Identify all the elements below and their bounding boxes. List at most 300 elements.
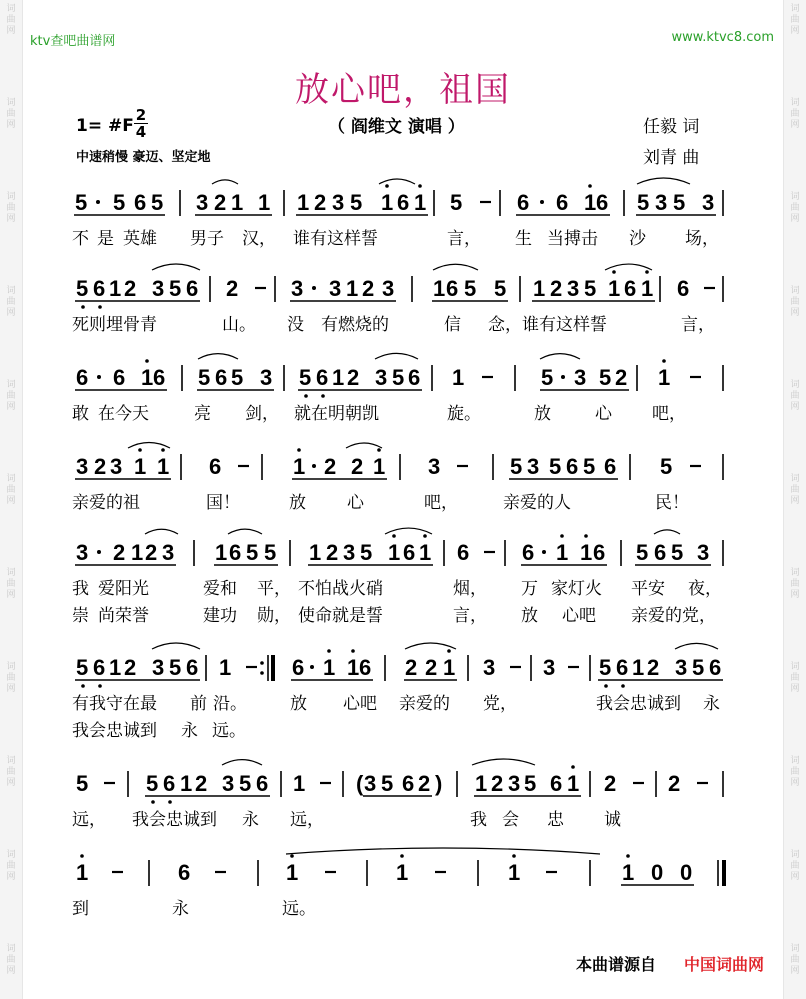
dotted-extension	[540, 200, 544, 204]
watermark-glyph: 网	[6, 26, 16, 36]
watermark-glyph: 词	[790, 380, 800, 390]
note: 0	[651, 860, 664, 885]
note: 6	[93, 655, 106, 680]
note: 5	[299, 365, 312, 390]
note: 2	[324, 454, 337, 479]
site-url-right[interactable]: www.ktvc8.com	[671, 30, 774, 45]
note: 1	[388, 540, 401, 565]
watermark-glyph: 网	[790, 214, 800, 224]
note: 6	[550, 771, 563, 796]
note: 5	[671, 540, 684, 565]
note: 6	[163, 771, 176, 796]
note: 1	[641, 276, 654, 301]
watermark-glyph: 网	[790, 966, 800, 976]
octave-dot-high	[80, 854, 84, 858]
note: 5	[524, 771, 537, 796]
dotted-extension	[97, 375, 101, 379]
note: 2	[418, 771, 431, 796]
watermark-glyph: 曲	[6, 297, 16, 307]
watermark-glyph: 曲	[6, 767, 16, 777]
octave-dot-high	[400, 854, 404, 858]
note: 1	[323, 655, 336, 680]
note: 6	[556, 190, 569, 215]
lyric-word: 吧，	[424, 493, 458, 513]
note: 5	[360, 540, 373, 565]
lyric-word: 平安	[631, 579, 665, 599]
note: 6	[186, 276, 199, 301]
song-title: 放心吧，祖国	[295, 70, 511, 110]
note: 6	[178, 860, 191, 885]
watermark-glyph: 词	[6, 192, 16, 202]
note: 1	[157, 454, 170, 479]
lyric-word: 放	[534, 404, 551, 424]
lyric-word: 英雄	[123, 229, 157, 249]
note: 6	[93, 276, 106, 301]
lyric-word: 沙	[629, 229, 646, 249]
watermark-glyph: 曲	[790, 955, 800, 965]
note: 6	[654, 540, 667, 565]
lyric-word: 前	[190, 694, 207, 714]
lyric-word: 言，	[447, 229, 481, 249]
watermark-glyph: 网	[790, 778, 800, 788]
note: 2	[647, 655, 660, 680]
tempo-marking: 中速稍慢 豪迈、坚定地	[76, 150, 211, 165]
note: 6	[397, 190, 410, 215]
note: 3	[428, 454, 441, 479]
note: 3	[655, 190, 668, 215]
watermark-glyph: 网	[6, 496, 16, 506]
note: 5	[599, 365, 612, 390]
octave-dot-high	[626, 854, 630, 858]
note: )	[435, 771, 443, 796]
lyric-word: 永	[172, 899, 189, 919]
note: 5	[76, 771, 89, 796]
note: 2	[405, 655, 418, 680]
slur-arc	[128, 443, 170, 449]
watermark-glyph: 网	[6, 778, 16, 788]
lyric-word: 亮	[194, 404, 211, 424]
note: 1	[293, 454, 306, 479]
lyric-word: 万	[521, 579, 538, 599]
note: 1	[475, 771, 488, 796]
lyric-word: 永	[703, 694, 720, 714]
note: 5	[584, 276, 597, 301]
watermark-glyph: 曲	[790, 767, 800, 777]
note: 1	[347, 655, 360, 680]
note: 6	[359, 655, 372, 680]
note: 1	[215, 540, 228, 565]
note: 5	[198, 365, 211, 390]
note: 1	[658, 365, 671, 390]
note: 5	[583, 454, 596, 479]
lyric-word: 剑，	[245, 404, 279, 424]
note: 5	[169, 655, 182, 680]
note: 1	[109, 655, 122, 680]
note: 5	[246, 540, 259, 565]
slur-arc	[198, 354, 238, 359]
watermark-glyph: 词	[790, 286, 800, 296]
slur-arc	[540, 354, 580, 359]
watermark-glyph: 网	[6, 684, 16, 694]
note: 3	[567, 276, 580, 301]
watermark-glyph: 词	[6, 4, 16, 14]
octave-dot-high	[584, 534, 588, 538]
watermark-glyph: 网	[790, 308, 800, 318]
octave-dot-high	[377, 448, 381, 452]
watermark-glyph: 词	[790, 944, 800, 954]
watermark-glyph: 词	[6, 98, 16, 108]
note: 3	[508, 771, 521, 796]
slur-arc	[228, 529, 262, 534]
note: 1	[286, 860, 299, 885]
lyric-word: 我会忠诚到	[132, 810, 217, 830]
note: 5	[494, 276, 507, 301]
note: 1	[443, 655, 456, 680]
octave-dot-low	[621, 684, 625, 688]
note: 2	[226, 276, 239, 301]
watermark-glyph: 曲	[6, 955, 16, 965]
lyric-word: 旋。	[447, 404, 481, 424]
note: 6	[229, 540, 242, 565]
lyric-word: 生	[515, 229, 532, 249]
lyric-word: 夜，	[688, 579, 722, 599]
watermark-glyph: 网	[790, 872, 800, 882]
note: 6	[402, 771, 415, 796]
watermark-glyph: 曲	[790, 391, 800, 401]
note: 2	[195, 771, 208, 796]
note: 5	[599, 655, 612, 680]
note: 6	[624, 276, 637, 301]
note: 6	[153, 365, 166, 390]
note: 6	[76, 365, 89, 390]
note: 2	[668, 771, 681, 796]
dotted-extension	[312, 464, 316, 468]
note: 6	[403, 540, 416, 565]
note: 2	[362, 276, 375, 301]
footer-source-label: 本曲谱源自	[576, 955, 657, 974]
lyric-word: 没	[287, 315, 304, 335]
watermark-glyph: 网	[6, 308, 16, 318]
note: 3	[697, 540, 710, 565]
watermark-glyph: 网	[790, 402, 800, 412]
watermark-glyph: 曲	[790, 203, 800, 213]
lyric-word: 言，	[681, 315, 715, 335]
note: 6	[446, 276, 459, 301]
note: 1	[580, 540, 593, 565]
dotted-extension	[542, 550, 546, 554]
octave-dot-high	[645, 270, 649, 274]
note: 2	[550, 276, 563, 301]
note: 5	[392, 365, 405, 390]
note: 5	[673, 190, 686, 215]
note: 3	[375, 365, 388, 390]
octave-dot-high	[385, 184, 389, 188]
watermark-glyph: 词	[6, 568, 16, 578]
note: 5	[350, 190, 363, 215]
octave-dot-high	[662, 359, 666, 363]
lyric-word: 远。	[212, 721, 246, 741]
note: 1	[584, 190, 597, 215]
lyric-word: 有燃烧的	[321, 315, 389, 335]
slur-arc	[472, 759, 535, 765]
note: 2	[615, 365, 628, 390]
octave-dot-high	[297, 448, 301, 452]
note: 3	[152, 655, 165, 680]
note: 3	[260, 365, 273, 390]
octave-dot-low	[81, 305, 85, 309]
watermark-glyph: 词	[790, 474, 800, 484]
watermark-glyph: 网	[6, 402, 16, 412]
octave-dot-low	[604, 684, 608, 688]
key-signature: 1= #F	[76, 116, 134, 136]
note: 6	[616, 655, 629, 680]
watermark-glyph: 曲	[6, 203, 16, 213]
note: 5	[549, 454, 562, 479]
lyric-word: 就在明朝凯	[294, 404, 379, 424]
watermark-glyph: 曲	[790, 673, 800, 683]
lyric-word: 我会忠诚到	[596, 694, 681, 714]
watermark-glyph: 曲	[6, 109, 16, 119]
watermark-glyph: 词	[6, 944, 16, 954]
lyric-word: 民！	[655, 493, 689, 513]
note: 3	[543, 655, 556, 680]
lyric-word: 心吧	[562, 606, 596, 626]
watermark-glyph: 网	[790, 684, 800, 694]
performer-credit: （ 阎维文 演唱 ）	[328, 117, 465, 137]
octave-dot-high	[423, 534, 427, 538]
watermark-glyph: 网	[790, 120, 800, 130]
note: 1	[76, 860, 89, 885]
note: 1	[109, 276, 122, 301]
watermark-glyph: 曲	[790, 861, 800, 871]
lyric-word: 亲爱的祖	[72, 493, 140, 513]
composer-credit: 刘青 曲	[643, 148, 700, 168]
note: 6	[215, 365, 228, 390]
note: 3	[483, 655, 496, 680]
octave-dot-high	[418, 184, 422, 188]
lyric-word: 不怕战火硝	[298, 579, 383, 599]
note: 5	[381, 771, 394, 796]
lyric-word: 国！	[206, 493, 240, 513]
note: 3	[574, 365, 587, 390]
watermark-glyph: 曲	[6, 673, 16, 683]
note: 6	[604, 454, 617, 479]
octave-dot-high	[327, 649, 331, 653]
slur-arc	[145, 529, 178, 534]
note: 2	[94, 454, 107, 479]
note: 5	[541, 365, 554, 390]
site-name-left[interactable]: ktv查吧曲谱网	[30, 34, 116, 49]
octave-dot-low	[81, 684, 85, 688]
lyric-word: 死则埋骨青	[72, 315, 157, 335]
note: 5	[692, 655, 705, 680]
octave-dot-low	[151, 800, 155, 804]
slur-arc	[346, 443, 382, 448]
lyric-word: 勋，	[257, 606, 291, 626]
lyric-word: 建功	[203, 606, 237, 626]
lyric-word: 爱阳光	[98, 579, 149, 599]
note: 1	[258, 190, 271, 215]
note: 1	[134, 454, 147, 479]
note: 1	[346, 276, 359, 301]
watermark-glyph: 词	[790, 662, 800, 672]
watermark-glyph: 网	[6, 872, 16, 882]
lyric-word: 当搏击	[547, 229, 598, 249]
octave-dot-low	[168, 800, 172, 804]
note: 2	[326, 540, 339, 565]
octave-dot-high	[447, 649, 451, 653]
slur-arc	[405, 643, 456, 649]
lyric-word: 是	[97, 229, 114, 249]
note: 3	[382, 276, 395, 301]
note: 1	[180, 771, 193, 796]
lyric-word: 使命就是誓	[298, 606, 383, 626]
lyric-word: 烟，	[453, 579, 487, 599]
note: 2	[347, 365, 360, 390]
note: 3	[76, 454, 89, 479]
note: 3	[222, 771, 235, 796]
slur-arc	[654, 530, 680, 534]
octave-dot-low	[321, 394, 325, 398]
note: 3	[162, 540, 175, 565]
watermark-glyph: 曲	[790, 579, 800, 589]
watermark-glyph: 词	[6, 474, 16, 484]
note: 2	[425, 655, 438, 680]
note: 1	[332, 365, 345, 390]
note: 5	[464, 276, 477, 301]
note: 1	[297, 190, 310, 215]
watermark-glyph: 词	[6, 850, 16, 860]
octave-dot-high	[145, 359, 149, 363]
note: 1	[414, 190, 427, 215]
octave-dot-high	[571, 765, 575, 769]
watermark-glyph: 曲	[790, 15, 800, 25]
lyric-word: 亲爱的人	[503, 493, 571, 513]
lyric-word: 放	[521, 606, 538, 626]
note: 6	[522, 540, 535, 565]
lyric-word: 爱和	[203, 579, 237, 599]
watermark-glyph: 曲	[6, 15, 16, 25]
lyric-word: 永	[181, 721, 198, 741]
lyric-word: 沿。	[213, 694, 247, 714]
note: 5	[231, 365, 244, 390]
lyric-word: 到	[72, 899, 89, 919]
note: 1	[131, 540, 144, 565]
note: 5	[169, 276, 182, 301]
time-signature-bottom: 4	[135, 123, 147, 141]
lyric-word: 心	[595, 404, 612, 424]
note: 2	[351, 454, 364, 479]
note: 3	[527, 454, 540, 479]
dotted-extension	[97, 550, 101, 554]
octave-dot-high	[351, 649, 355, 653]
lyric-word: 远，	[290, 810, 324, 830]
lyric-word: 心	[347, 493, 364, 513]
note: 6	[186, 655, 199, 680]
lyric-word: 党，	[483, 694, 517, 714]
note: 3	[196, 190, 209, 215]
watermark-glyph: 网	[6, 966, 16, 976]
note: 6	[596, 190, 609, 215]
watermark-glyph: 曲	[790, 485, 800, 495]
note: 1	[622, 860, 635, 885]
lyric-word: 在今天	[98, 404, 149, 424]
note: 1	[632, 655, 645, 680]
lyric-word: 不	[72, 229, 89, 249]
note: 1	[508, 860, 521, 885]
watermark-glyph: 曲	[6, 861, 16, 871]
lyric-word: 我	[72, 579, 89, 599]
note: 5	[510, 454, 523, 479]
note: 5	[146, 771, 159, 796]
note: 1	[381, 190, 394, 215]
note: 6	[709, 655, 722, 680]
note: 2	[604, 771, 617, 796]
lyric-word: 崇	[72, 606, 89, 626]
footer-site-name[interactable]: 中国词曲网	[684, 955, 765, 974]
note: 5	[75, 190, 88, 215]
watermark-glyph: 曲	[790, 297, 800, 307]
note: 3	[364, 771, 377, 796]
note: 5	[76, 655, 89, 680]
note: 3	[332, 190, 345, 215]
watermark-glyph: 词	[790, 192, 800, 202]
lyric-word: 平，	[257, 579, 291, 599]
lyric-word: 吧，	[652, 404, 686, 424]
note: 6	[457, 540, 470, 565]
octave-dot-high	[512, 854, 516, 858]
lyric-word: 会	[502, 810, 519, 830]
lyric-word: 心吧	[343, 694, 377, 714]
note: 1	[309, 540, 322, 565]
repeat-dot	[260, 671, 264, 675]
slur-arc	[637, 178, 690, 184]
slur-arc	[385, 528, 432, 534]
note: 1	[373, 454, 386, 479]
note: 1	[567, 771, 580, 796]
octave-dot-high	[612, 270, 616, 274]
octave-dot-low	[304, 394, 308, 398]
watermark-glyph: 网	[790, 590, 800, 600]
slur-arc	[222, 760, 262, 765]
note: 3	[343, 540, 356, 565]
note: 3	[675, 655, 688, 680]
octave-dot-low	[98, 684, 102, 688]
dotted-extension	[310, 665, 314, 669]
note: 1	[556, 540, 569, 565]
note: 5	[450, 190, 463, 215]
lyric-word: 诚	[604, 810, 621, 830]
lyric-word: 亲爱的	[399, 694, 450, 714]
time-signature-top: 2	[135, 106, 147, 124]
note: 6	[566, 454, 579, 479]
watermark-glyph: 词	[6, 380, 16, 390]
lyric-word: 永	[242, 810, 259, 830]
watermark-glyph: 网	[790, 496, 800, 506]
watermark-glyph: 曲	[790, 109, 800, 119]
note: 5	[660, 454, 673, 479]
note: 3	[702, 190, 715, 215]
note: 6	[134, 190, 147, 215]
watermark-glyph: 网	[6, 590, 16, 600]
octave-dot-high	[161, 448, 165, 452]
octave-dot-high	[138, 448, 142, 452]
watermark-glyph: 词	[790, 4, 800, 14]
lyric-word: 谁有这样誓	[293, 229, 378, 249]
note: 6	[316, 365, 329, 390]
watermark-glyph: 网	[790, 26, 800, 36]
watermark-glyph: 曲	[6, 391, 16, 401]
